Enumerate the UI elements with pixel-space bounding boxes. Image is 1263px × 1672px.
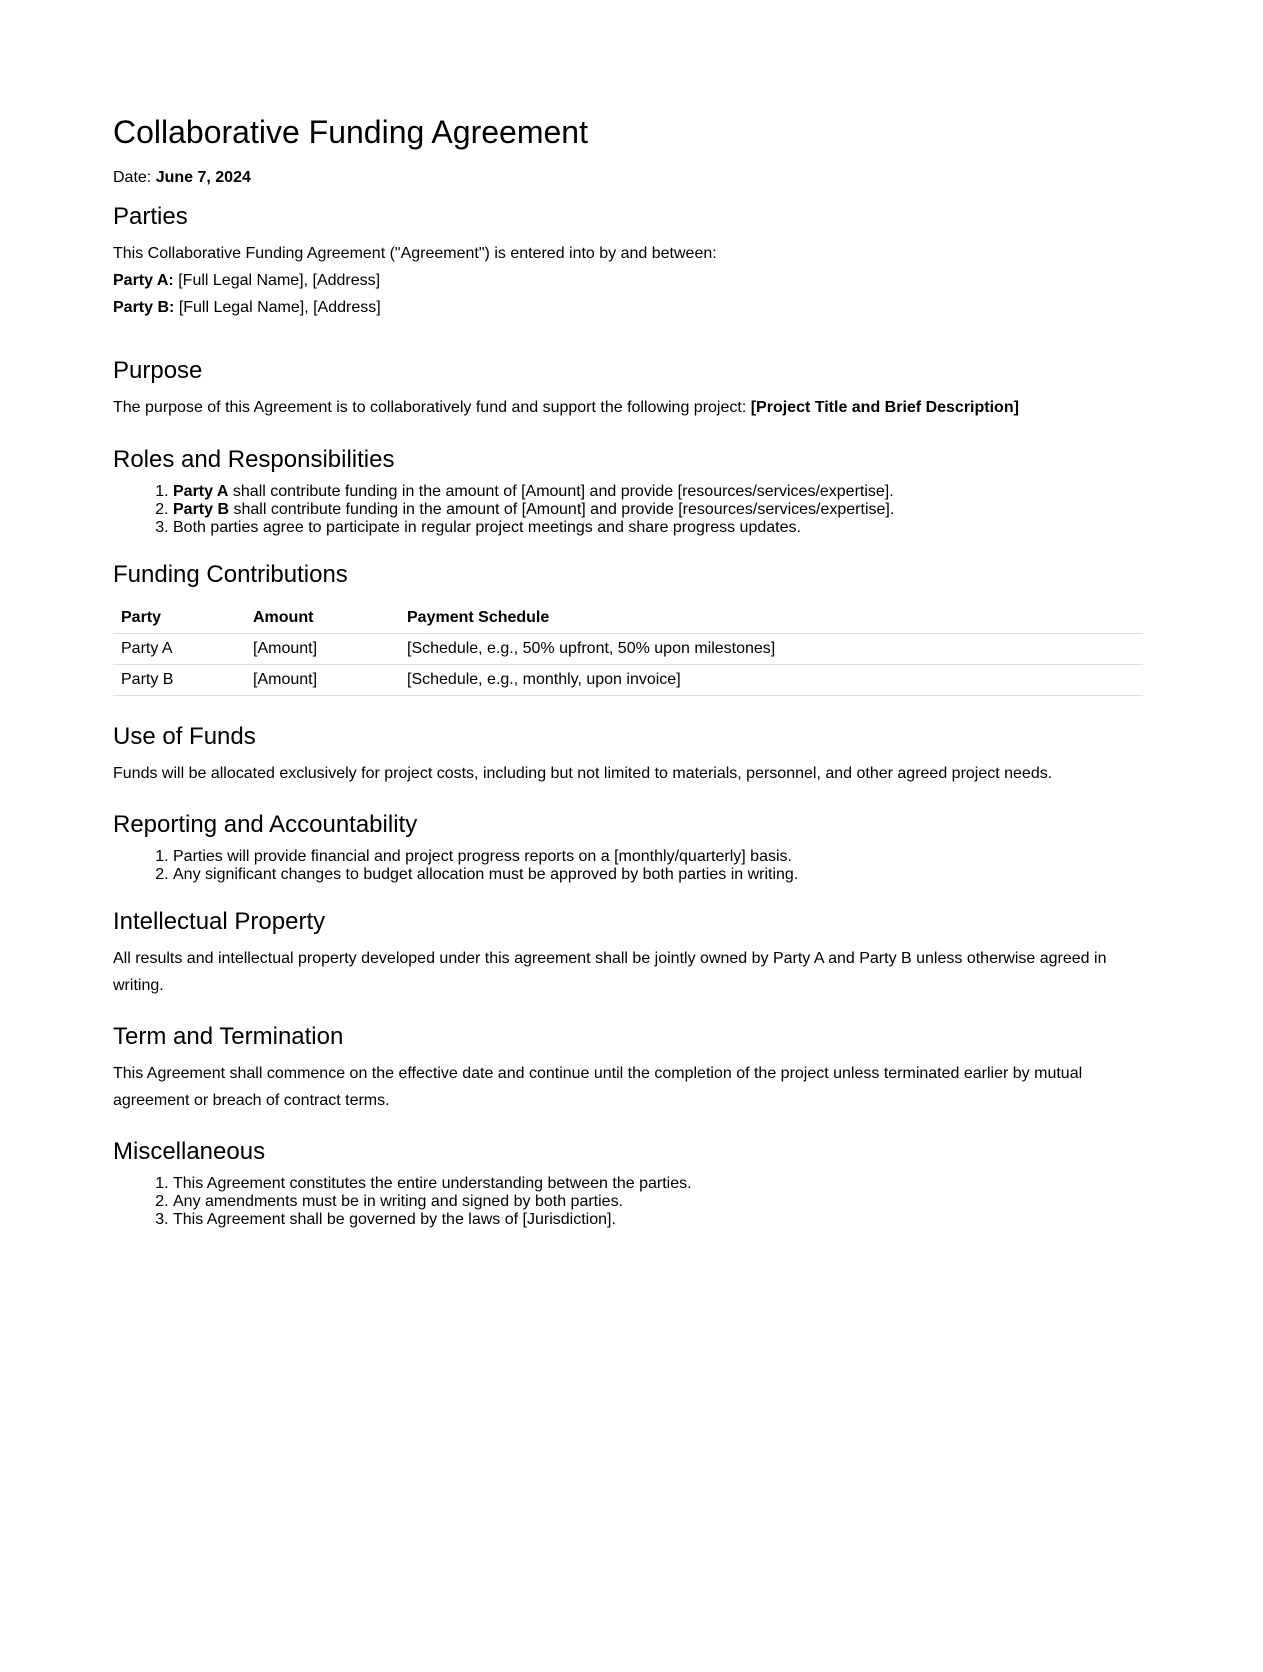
- column-header-amount: Amount: [245, 603, 399, 634]
- cell-schedule: [Schedule, e.g., monthly, upon invoice]: [399, 665, 1143, 696]
- table-row: [113, 665, 1143, 696]
- cell-party: Party A: [113, 634, 245, 665]
- date-label: Date:: [113, 169, 152, 186]
- purpose-text-line: [113, 394, 1143, 421]
- role-text: shall contribute funding in the amount of [Amount] and provide [resources/services/expertise].: [233, 501, 895, 518]
- ip-heading: Intellectual Property: [113, 908, 326, 935]
- cell-schedule: [Schedule, e.g., 50% upfront, 50% upon milestones]: [399, 634, 1143, 665]
- party-a-value: [Full Legal Name], [Address]: [178, 272, 381, 289]
- list-item: [173, 519, 1143, 537]
- funding-heading: Funding Contributions: [113, 561, 348, 588]
- section-purpose: [113, 357, 1143, 421]
- column-header-party: Party: [113, 603, 245, 634]
- list-item: 1. Parties will provide financial and project progress reports on a [monthly/quarterly] basis.: [173, 848, 1143, 866]
- roles-heading: Roles and Responsibilities: [113, 446, 395, 473]
- use-of-funds-heading: Use of Funds: [113, 723, 256, 750]
- party-a-label: Party A:: [113, 272, 174, 289]
- date-value: June 7, 2024: [155, 169, 251, 186]
- section-parties: [113, 203, 1143, 321]
- parties-intro: This Collaborative Funding Agreement ("Agreement") is entered into by and between:: [113, 245, 717, 262]
- party-a-line: [113, 267, 1143, 294]
- party-b-line: [113, 294, 1143, 321]
- list-item: 2. Any amendments must be in writing and signed by both parties.: [173, 1193, 1143, 1211]
- role-text: Both parties agree to participate in regular project meetings and share progress updates.: [173, 519, 801, 536]
- purpose-text: The purpose of this Agreement is to collaboratively fund and support the following project:: [113, 399, 747, 416]
- section-use-of-funds: [113, 723, 1143, 787]
- party-b-value: [Full Legal Name], [Address]: [178, 299, 381, 316]
- list-item: 1. This Agreement constitutes the entire understanding between the parties.: [173, 1175, 1143, 1193]
- reporting-list: [113, 848, 1143, 884]
- section-reporting: [113, 811, 1143, 884]
- document-title: Collaborative Funding Agreement: [113, 114, 588, 150]
- ip-text: All results and intellectual property developed under this agreement shall be jointly owned by Party A and Party B unless otherwise agreed in writing.: [113, 950, 1107, 994]
- column-header-schedule: Payment Schedule: [399, 603, 1143, 634]
- table-row: [113, 634, 1143, 665]
- party-b-label: Party B:: [113, 299, 175, 316]
- section-term: [113, 1023, 1143, 1114]
- role-text: shall contribute funding in the amount of [Amount] and provide [resources/services/expertise].: [232, 483, 894, 500]
- funding-table: [113, 603, 1143, 696]
- table-header-row: [113, 603, 1143, 634]
- role-party-label: Party A: [173, 483, 229, 500]
- use-of-funds-text: Funds will be allocated exclusively for project costs, including but not limited to materials, personnel, and other agreed project needs.: [113, 765, 1053, 782]
- purpose-heading: Purpose: [113, 357, 203, 384]
- term-heading: Term and Termination: [113, 1023, 344, 1050]
- list-item: [173, 501, 1143, 519]
- parties-heading: Parties: [113, 203, 188, 230]
- reporting-heading: Reporting and Accountability: [113, 811, 418, 838]
- section-intellectual-property: [113, 908, 1143, 999]
- misc-heading: Miscellaneous: [113, 1138, 266, 1165]
- purpose-project: [Project Title and Brief Description]: [750, 399, 1019, 416]
- misc-list: [113, 1175, 1143, 1229]
- roles-list: [113, 483, 1143, 537]
- cell-amount: [Amount]: [245, 665, 399, 696]
- cell-amount: [Amount]: [245, 634, 399, 665]
- cell-party: Party B: [113, 665, 245, 696]
- document-date: [113, 169, 251, 187]
- section-funding: [113, 561, 1143, 696]
- section-miscellaneous: [113, 1138, 1143, 1229]
- role-party-label: Party B: [173, 501, 230, 518]
- list-item: [173, 483, 1143, 501]
- term-text: This Agreement shall commence on the effective date and continue until the completion of the project unless terminated earlier by mutual agreement or breach of contract terms.: [113, 1065, 1083, 1109]
- section-roles: [113, 446, 1143, 537]
- list-item: 2. Any significant changes to budget allocation must be approved by both parties in writing.: [173, 866, 1143, 884]
- list-item: 3. This Agreement shall be governed by the laws of [Jurisdiction].: [173, 1211, 1143, 1229]
